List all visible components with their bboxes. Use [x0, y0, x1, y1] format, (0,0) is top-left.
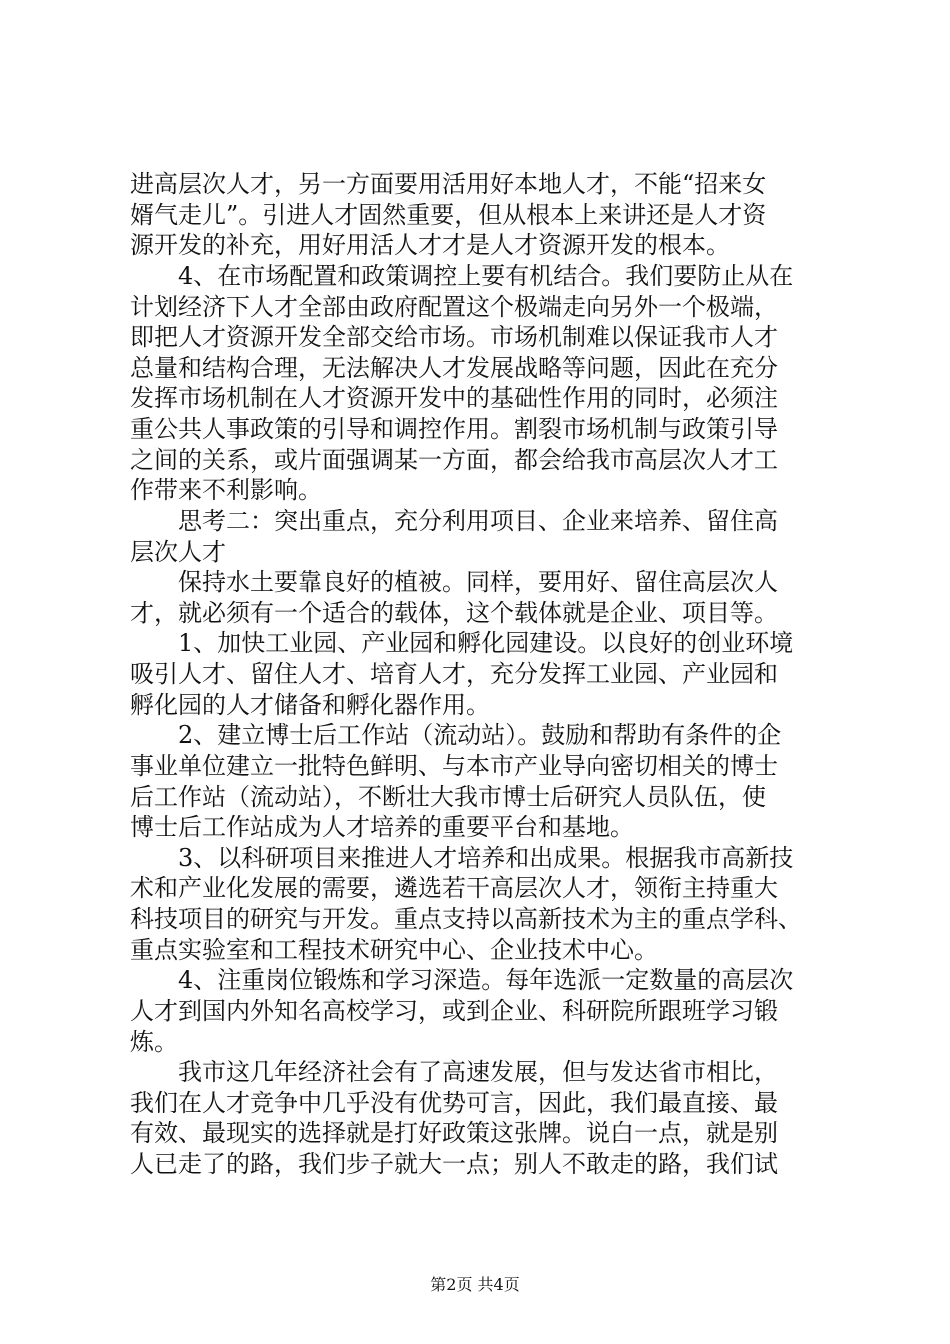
text-line: 人已走了的路，我们步子就大一点；别人不敢走的路，我们试 [130, 1150, 778, 1178]
text-line: 4、在市场配置和政策调控上要有机结合。我们要防止从在 [178, 262, 794, 290]
text-line: 即把人才资源开发全部交给市场。市场机制难以保证我市人才 [130, 323, 778, 351]
text-line: 后工作站（流动站），不断壮大我市博士后研究人员队伍，使 [130, 783, 766, 811]
text-line: 重点实验室和工程技术研究中心、企业技术中心。 [130, 936, 658, 964]
section-heading-line: 思考二：突出重点，充分利用项目、企业来培养、留住高 [178, 507, 778, 535]
text-line: 之间的关系，或片面强调某一方面，都会给我市高层次人才工 [130, 446, 778, 474]
section-heading-line: 层次人才 [130, 538, 226, 566]
text-line: 人才到国内外知名高校学习，或到企业、科研院所跟班学习锻 [130, 997, 778, 1025]
text-line: 吸引人才、留住人才、培育人才，充分发挥工业园、产业园和 [130, 660, 778, 688]
page-number-footer: 第2页 共4页 [430, 1275, 520, 1294]
text-line: 1、加快工业园、产业园和孵化园建设。以良好的创业环境 [178, 629, 794, 657]
text-line: 源开发的补充，用好用活人才才是人才资源开发的根本。 [130, 231, 730, 259]
text-line: 婿气走儿”。引进人才固然重要，但从根本上来讲还是人才资 [130, 201, 767, 229]
text-line: 重公共人事政策的引导和调控作用。割裂市场机制与政策引导 [130, 415, 778, 443]
text-line: 作带来不利影响。 [130, 476, 322, 504]
text-line: 事业单位建立一批特色鲜明、与本市产业导向密切相关的博士 [130, 752, 778, 780]
text-line: 孵化园的人才储备和孵化器作用。 [130, 691, 490, 719]
text-line: 有效、最现实的选择就是打好政策这张牌。说白一点，就是别 [130, 1119, 778, 1147]
text-line: 我们在人才竞争中几乎没有优势可言，因此，我们最直接、最 [130, 1089, 778, 1117]
text-line: 我市这几年经济社会有了高速发展，但与发达省市相比， [178, 1058, 778, 1086]
text-line: 发挥市场机制在人才资源开发中的基础性作用的同时，必须注 [130, 384, 778, 412]
text-line: 才，就必须有一个适合的载体，这个载体就是企业、项目等。 [130, 599, 778, 627]
text-line: 3、以科研项目来推进人才培养和出成果。根据我市高新技 [178, 844, 794, 872]
text-line: 科技项目的研究与开发。重点支持以高新技术为主的重点学科、 [130, 905, 802, 933]
text-line: 博士后工作站成为人才培养的重要平台和基地。 [130, 813, 634, 841]
text-line: 炼。 [130, 1028, 178, 1056]
text-line: 术和产业化发展的需要，遴选若干高层次人才，领衔主持重大 [130, 874, 778, 902]
text-line: 进高层次人才，另一方面要用活用好本地人才，不能“招来女 [130, 170, 767, 198]
text-line: 计划经济下人才全部由政府配置这个极端走向另外一个极端， [130, 293, 778, 321]
text-line: 保持水土要靠良好的植被。同样，要用好、留住高层次人 [178, 568, 778, 596]
text-line: 4、注重岗位锻炼和学习深造。每年选派一定数量的高层次 [178, 966, 794, 994]
text-line: 总量和结构合理，无法解决人才发展战略等问题，因此在充分 [130, 354, 778, 382]
text-line: 2、建立博士后工作站（流动站）。鼓励和帮助有条件的企 [178, 721, 782, 749]
